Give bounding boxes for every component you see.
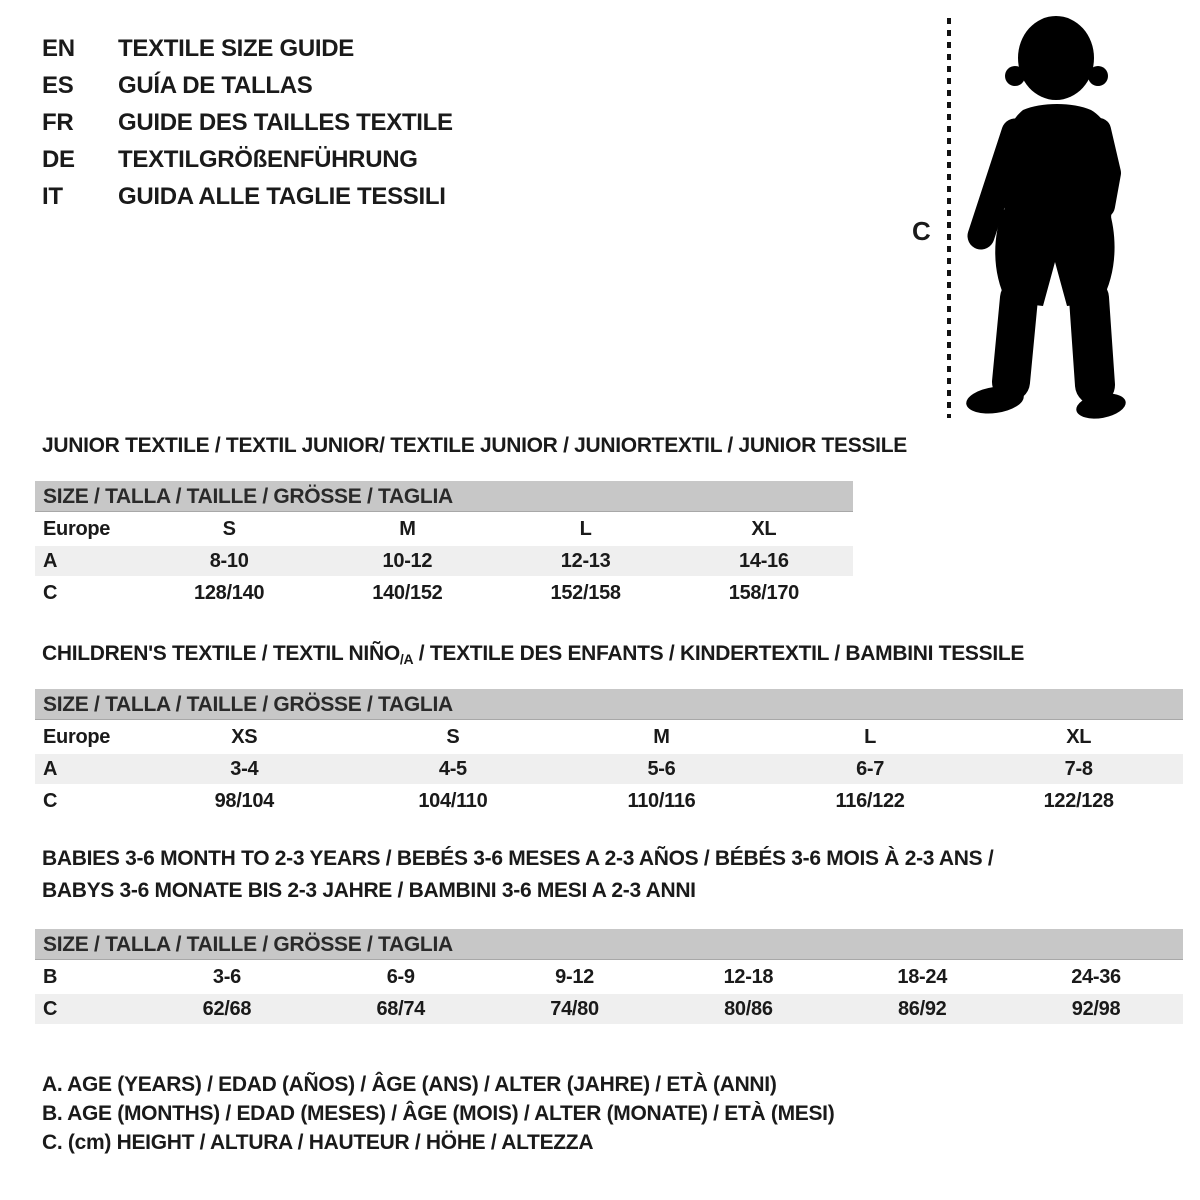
language-code: DE bbox=[42, 145, 75, 173]
height-cell: 86/92 bbox=[897, 998, 947, 1020]
table-row-age-months bbox=[35, 962, 1183, 992]
size-cell: S bbox=[222, 518, 236, 540]
height-cell: 116/122 bbox=[835, 790, 905, 812]
size-cell: XS bbox=[231, 726, 258, 748]
junior-section-title: JUNIOR TEXTILE / TEXTIL JUNIOR/ TEXTILE JUNIOR / JUNIORTEXTIL / JUNIOR TESSILE bbox=[42, 434, 907, 457]
babies-section-title-line2: BABYS 3-6 MONATE BIS 2-3 JAHRE / BAMBINI 3-6 MESI A 2-3 ANNI bbox=[42, 879, 696, 902]
table-row-height-cm bbox=[35, 994, 1183, 1024]
language-title: GUÍA DE TALLAS bbox=[118, 71, 313, 99]
language-code: EN bbox=[42, 34, 75, 62]
age-cell: 10-12 bbox=[382, 550, 433, 572]
table-row-europe bbox=[35, 722, 1183, 752]
language-code: IT bbox=[42, 182, 63, 210]
babies-section-title-line1: BABIES 3-6 MONTH TO 2-3 YEARS / BEBÉS 3-6 MESES A 2-3 AÑOS / BÉBÉS 3-6 MOIS À 2-3 ANS / bbox=[42, 847, 994, 870]
row-label: C bbox=[43, 582, 58, 604]
size-cell: L bbox=[864, 726, 877, 748]
age-cell: 6-7 bbox=[856, 758, 885, 780]
language-row-en bbox=[42, 30, 453, 67]
age-cell: 3-6 bbox=[212, 966, 241, 988]
height-cell: 92/98 bbox=[1071, 998, 1121, 1020]
language-code: ES bbox=[42, 71, 74, 99]
legend-line-c: C. (cm) HEIGHT / ALTURA / HAUTEUR / HÖHE / ALTEZZA bbox=[42, 1131, 594, 1154]
row-label: B bbox=[43, 966, 58, 988]
age-cell: 12-18 bbox=[723, 966, 774, 988]
height-cell: 80/86 bbox=[724, 998, 773, 1020]
height-cell: 104/110 bbox=[418, 790, 488, 812]
row-label: Europe bbox=[43, 518, 111, 540]
table-row-age-years bbox=[35, 754, 1183, 784]
row-label: A bbox=[43, 550, 58, 572]
children-title-part: CHILDREN'S TEXTILE / TEXTIL NIÑO bbox=[42, 642, 400, 665]
age-cell: 24-36 bbox=[1071, 966, 1121, 988]
language-row-es bbox=[42, 67, 453, 104]
row-label: C bbox=[43, 998, 58, 1020]
age-cell: 8-10 bbox=[209, 550, 249, 572]
age-cell: 12-13 bbox=[560, 550, 611, 572]
language-row-fr bbox=[42, 104, 453, 141]
height-cell: 68/74 bbox=[376, 998, 426, 1020]
height-cell: 128/140 bbox=[194, 582, 265, 604]
language-row-it bbox=[42, 178, 453, 215]
size-cell: M bbox=[653, 726, 670, 748]
height-cell: 152/158 bbox=[550, 582, 621, 604]
height-measure-dashed-line bbox=[947, 18, 951, 418]
language-row-de bbox=[42, 141, 453, 178]
height-measure-label: C bbox=[912, 216, 931, 246]
row-label: Europe bbox=[43, 726, 111, 748]
legend-block bbox=[42, 1073, 834, 1160]
table-row-height-cm bbox=[35, 578, 853, 608]
height-cell: 158/170 bbox=[728, 582, 799, 604]
age-cell: 5-6 bbox=[647, 758, 676, 780]
age-cell: 4-5 bbox=[438, 758, 467, 780]
children-title-subscript: /A bbox=[399, 651, 414, 667]
age-cell: 14-16 bbox=[739, 550, 789, 572]
size-cell: L bbox=[579, 518, 592, 540]
size-cell: S bbox=[446, 726, 460, 748]
row-label: A bbox=[43, 758, 58, 780]
size-table-header: SIZE / TALLA / TAILLE / GRÖSSE / TAGLIA bbox=[35, 929, 1183, 960]
language-code: FR bbox=[42, 108, 74, 136]
height-cell: 74/80 bbox=[550, 998, 599, 1020]
table-row-europe bbox=[35, 514, 853, 544]
height-cell: 110/116 bbox=[627, 790, 696, 812]
height-cell: 98/104 bbox=[214, 790, 274, 812]
age-cell: 6-9 bbox=[386, 966, 415, 988]
legend-line-b: B. AGE (MONTHS) / EDAD (MESES) / ÂGE (MOIS) / ALTER (MONATE) / ETÀ (MESI) bbox=[42, 1102, 835, 1125]
language-title: GUIDE DES TAILLES TEXTILE bbox=[118, 108, 453, 136]
age-cell: 9-12 bbox=[555, 966, 594, 988]
junior-size-table bbox=[35, 481, 853, 608]
children-size-table bbox=[35, 689, 1183, 816]
legend-line-a: A. AGE (YEARS) / EDAD (AÑOS) / ÂGE (ANS) / ALTER (JAHRE) / ETÀ (ANNI) bbox=[42, 1073, 777, 1096]
size-cell: XL bbox=[1066, 726, 1092, 748]
age-cell: 7-8 bbox=[1064, 758, 1093, 780]
age-cell: 18-24 bbox=[897, 966, 948, 988]
row-label: C bbox=[43, 790, 58, 812]
height-cell: 122/128 bbox=[1043, 790, 1114, 812]
height-cell: 62/68 bbox=[202, 998, 252, 1020]
age-cell: 3-4 bbox=[230, 758, 259, 780]
size-cell: M bbox=[399, 518, 416, 540]
children-section-title bbox=[42, 642, 1024, 667]
babies-size-table bbox=[35, 929, 1183, 1024]
height-cell: 140/152 bbox=[372, 582, 443, 604]
language-title-list bbox=[42, 30, 453, 215]
language-title: GUIDA ALLE TAGLIE TESSILI bbox=[118, 182, 446, 210]
language-title: TEXTILGRÖßENFÜHRUNG bbox=[118, 145, 418, 173]
language-title: TEXTILE SIZE GUIDE bbox=[118, 34, 354, 62]
toddler-silhouette-icon bbox=[963, 10, 1138, 420]
size-table-header: SIZE / TALLA / TAILLE / GRÖSSE / TAGLIA bbox=[35, 481, 853, 512]
size-table-header: SIZE / TALLA / TAILLE / GRÖSSE / TAGLIA bbox=[35, 689, 1183, 720]
table-row-age-years bbox=[35, 546, 853, 576]
table-row-height-cm bbox=[35, 786, 1183, 816]
children-title-part: / TEXTILE DES ENFANTS / KINDERTEXTIL / BAMBINI TESSILE bbox=[413, 642, 1025, 665]
size-cell: XL bbox=[751, 518, 777, 540]
